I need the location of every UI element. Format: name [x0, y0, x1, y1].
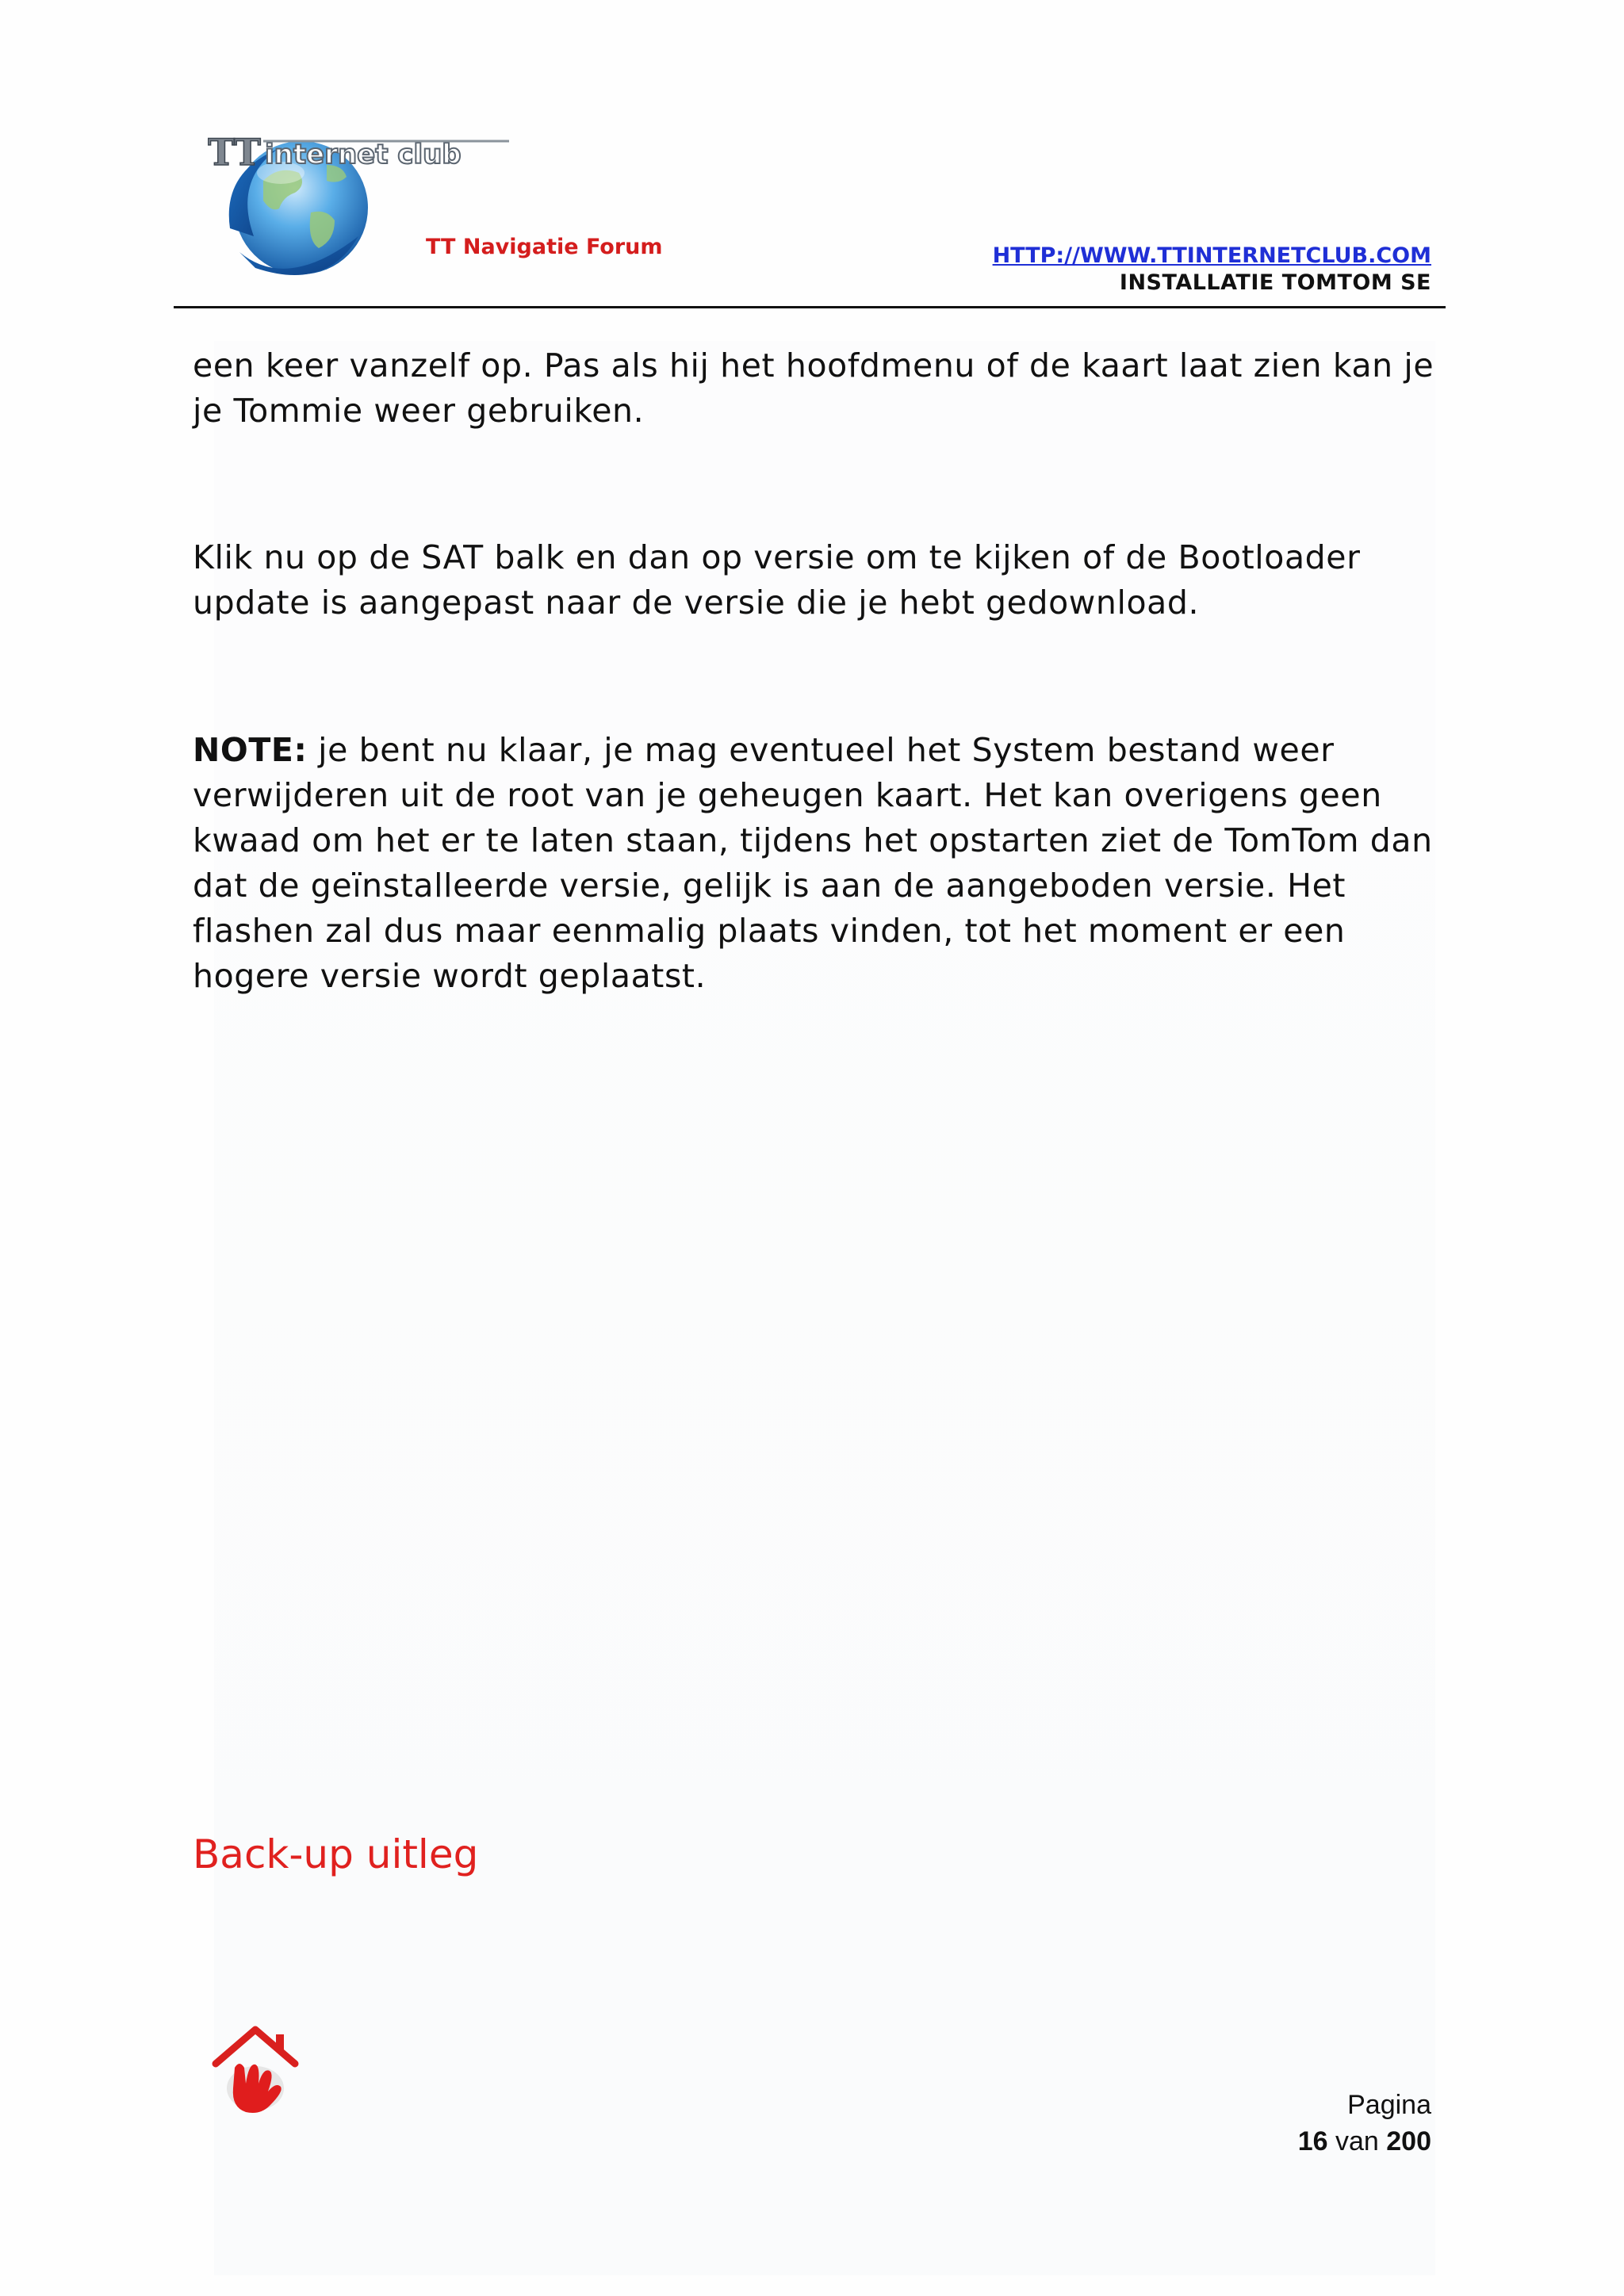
document-title: INSTALLATIE TOMTOM SE: [1119, 270, 1431, 295]
logo-wordmark: [208, 133, 509, 173]
page-label: Pagina: [1347, 2090, 1431, 2120]
home-hand-icon[interactable]: [208, 2020, 303, 2115]
site-url-link[interactable]: HTTP://WWW.TTINTERNETCLUB.COM: [992, 243, 1431, 268]
svg-text:internet club: internet club: [265, 139, 462, 170]
paragraph-check-version: Klik nu op de SAT balk en dan op versie om te kijken of de Bootloader update is aangepast naar de versie die je hebt gedownload.: [193, 538, 1361, 622]
header-divider: [174, 306, 1446, 308]
note-text: je bent nu klaar, je mag eventueel het System bestand weer verwijderen uit de root van je geheugen kaart. Het kan overigens geen kwaad om het er te laten staan, tijdens het opstarten ziet de TomTom dan dat de geïnstalleerde versie, gelijk is aan de aangeboden versie. Het flashen zal dus maar eenmalig plaats vinden, tot het moment er een hogere versie wordt geplaatst.: [193, 731, 1433, 995]
site-logo[interactable]: [208, 133, 699, 292]
header-info: [993, 243, 1431, 297]
paragraph-restart: een keer vanzelf op. Pas als hij het hoofdmenu of de kaart laat zien kan je je Tommie weer gebruiken.: [193, 346, 1434, 430]
svg-text:TT: TT: [208, 133, 261, 173]
note-label: NOTE:: [193, 731, 308, 769]
page-number: [1298, 2087, 1431, 2160]
page-count: [1298, 2123, 1431, 2160]
page-of: van: [1335, 2126, 1379, 2156]
current-page: 16: [1297, 2126, 1328, 2156]
logo-subtitle: TT Navigatie Forum: [426, 235, 663, 259]
page-background: [214, 341, 1435, 2275]
section-heading-backup[interactable]: Back-up uitleg: [193, 1831, 479, 1877]
total-pages: 200: [1386, 2126, 1431, 2156]
paragraph-note: [193, 728, 1446, 999]
